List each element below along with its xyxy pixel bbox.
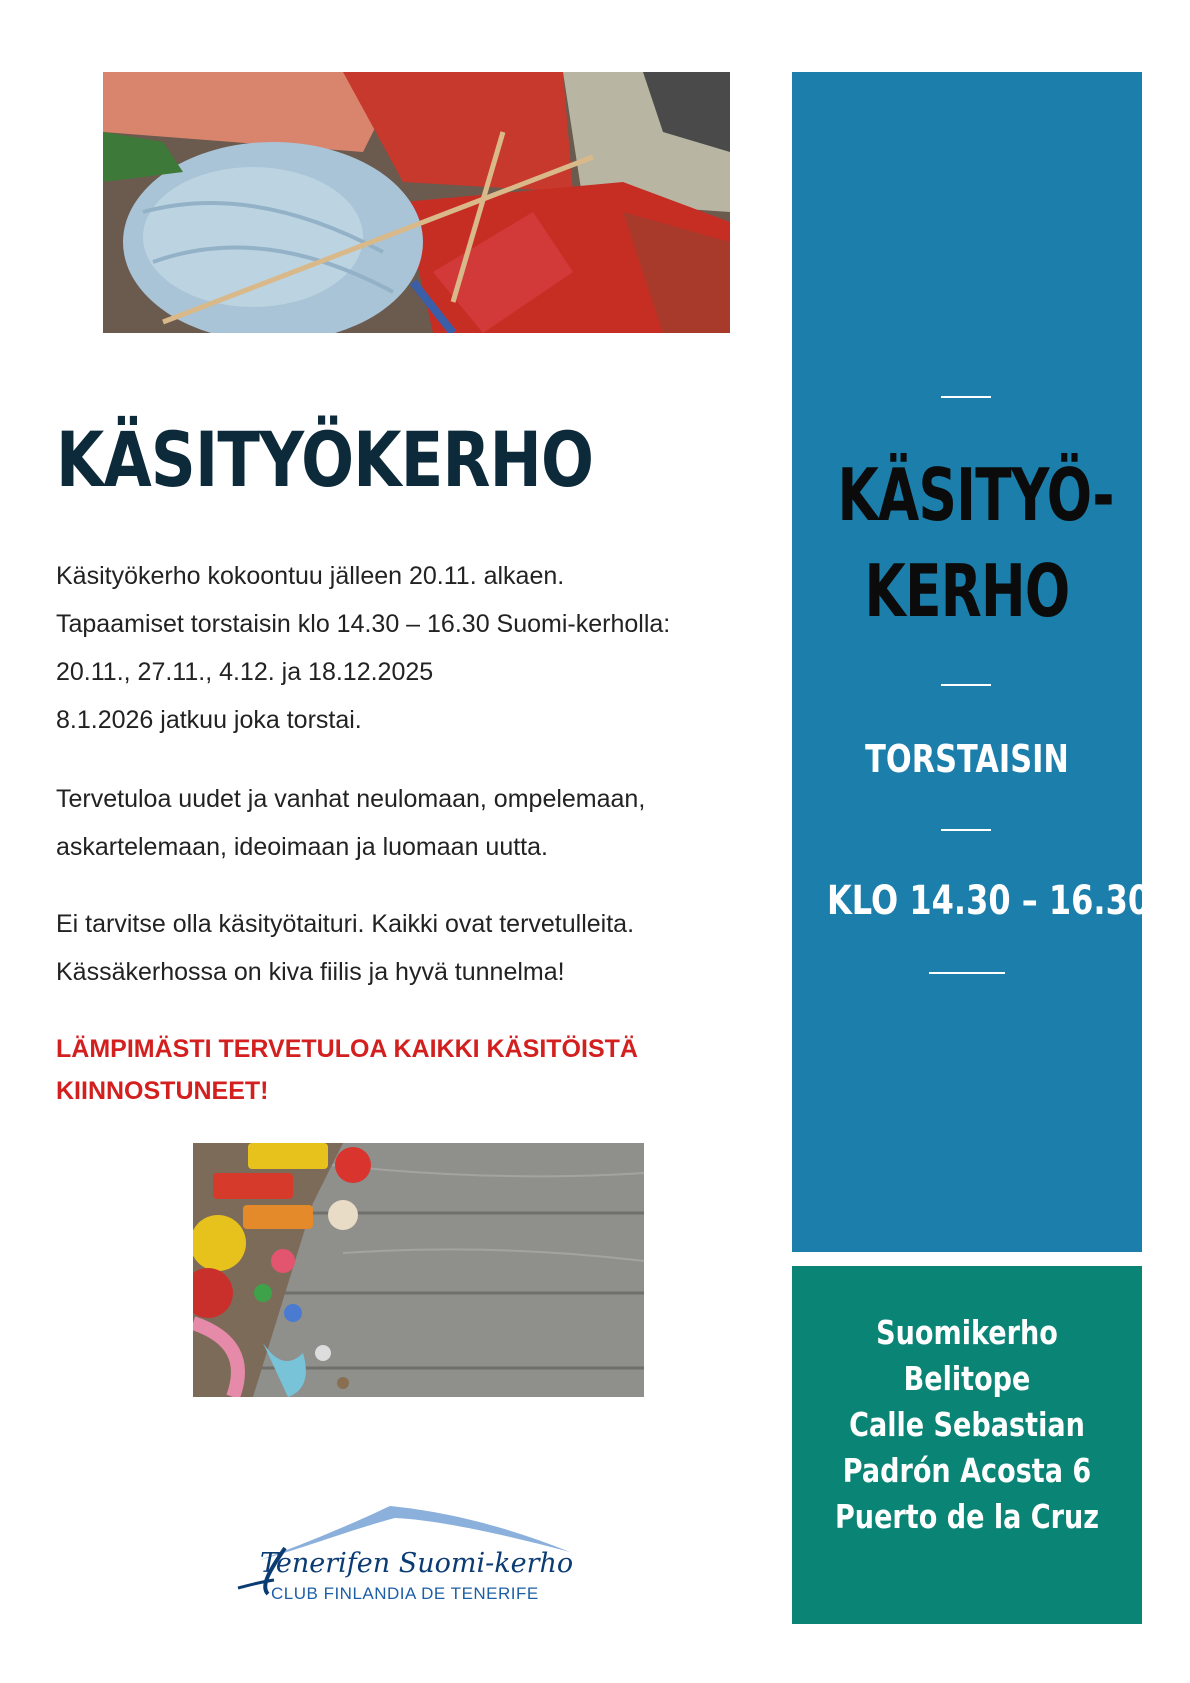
panel-title-line: KERHO [864,549,1070,633]
logo-name: Tenerifen Suomi-kerho [260,1548,574,1579]
address-line: Belitope [903,1359,1031,1398]
craft-supplies-photo [193,1143,644,1397]
address [824,1310,1111,1540]
schedule-line: 20.11., 27.11., 4.12. ja 18.12.2025 [56,658,434,686]
address-panel [792,1266,1142,1624]
address-line: Padrón Acosta 6 [842,1451,1092,1490]
skill-line: Kässäkerhossa on kiva fiilis ja hyvä tunnelma! [56,958,565,986]
address-line: Puerto de la Cruz [834,1497,1100,1536]
divider [941,684,991,686]
welcome-callout [56,1028,756,1112]
knitting-photo [103,72,730,333]
skill-line: Ei tarvitse olla käsityötaituri. Kaikki ovat tervetulleita. [56,910,635,938]
welcome-line: Tervetuloa uudet ja vanhat neulomaan, ompelemaan, [56,785,646,813]
skill-paragraph [56,900,756,996]
info-panel [792,72,1151,1252]
schedule-line: 8.1.2026 jatkuu joka torstai. [56,706,362,734]
schedule-paragraph [56,552,756,744]
knitting-illustration [103,72,730,333]
panel-title-line: KÄSITYÖ- [837,453,1114,537]
callout-line: KIINNOSTUNEET! [56,1077,269,1105]
panel-title [837,447,1114,639]
page-title: KÄSITYÖKERHO [56,415,594,504]
divider [941,396,991,398]
logo-subtitle: CLUB FINLANDIA DE TENERIFE [271,1584,539,1603]
meeting-time: KLO 14.30 – 16.30 [827,878,1151,924]
schedule-line: Tapaamiset torstaisin klo 14.30 – 16.30 Suomi-kerholla: [56,610,671,638]
address-line: Calle Sebastian [849,1405,1085,1444]
welcome-line: askartelemaan, ideoimaan ja luomaan uutta. [56,833,548,861]
callout-line: LÄMPIMÄSTI TERVETULOA KAIKKI KÄSITÖISTÄ [56,1035,638,1063]
craft-illustration [193,1143,644,1397]
address-line: Suomikerho [876,1313,1058,1352]
welcome-paragraph [56,775,756,871]
schedule-line: Käsityökerho kokoontuu jälleen 20.11. alkaen. [56,562,565,590]
meeting-day: TORSTAISIN [865,737,1069,781]
divider [929,972,1005,974]
divider [941,829,991,831]
